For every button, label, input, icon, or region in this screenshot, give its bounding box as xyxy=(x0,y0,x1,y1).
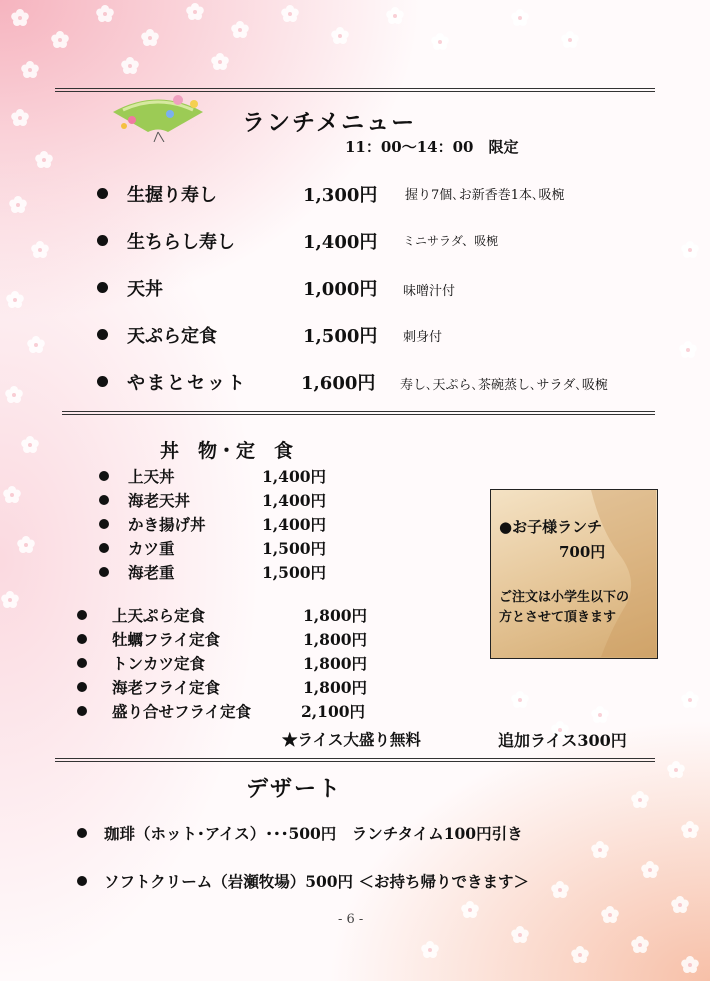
lunch-item-name: やまとセット xyxy=(127,373,247,394)
lunch-item-desc: 握り7個､お新香巻1本､吸椀 xyxy=(405,188,565,203)
teishoku-item-price: 1,800円 xyxy=(303,630,368,649)
lunch-item-desc: 寿し､天ぷら､茶碗蒸し､サラダ､吸椀 xyxy=(400,378,608,393)
kids-title: ●お子様ランチ xyxy=(499,518,603,536)
teishoku-item-price: 1,800円 xyxy=(303,654,368,673)
lunch-item-desc: 味噌汁付 xyxy=(403,284,456,299)
donburi-title: 丼 物・定 食 xyxy=(160,440,294,462)
donburi-item-name: かき揚げ丼 xyxy=(128,515,206,534)
kids-note-line2: 方とさせて頂きます xyxy=(499,610,617,625)
bullet-icon xyxy=(77,634,87,644)
kids-price: 700円 xyxy=(559,543,606,561)
donburi-item-name: 海老重 xyxy=(128,563,175,582)
donburi-item-name: 上天丼 xyxy=(128,467,175,486)
dessert-item: ソフトクリーム（岩瀬牧場）500円 ＜お持ち帰りできます＞ xyxy=(104,872,529,891)
lunch-item-price: 1,500円 xyxy=(303,326,378,347)
bullet-icon xyxy=(77,658,87,668)
lunch-item-name: 天丼 xyxy=(127,279,163,300)
bullet-icon xyxy=(99,471,109,481)
bullet-icon xyxy=(97,376,108,387)
bullet-icon xyxy=(97,329,108,340)
donburi-item-price: 1,400円 xyxy=(262,515,327,534)
rice-extra-note: 追加ライス300円 xyxy=(498,731,627,750)
bullet-icon xyxy=(77,706,87,716)
bullet-icon xyxy=(99,567,109,577)
teishoku-item-price: 2,100円 xyxy=(301,702,366,721)
lunch-item-price: 1,400円 xyxy=(303,232,378,253)
dessert-title: デザート xyxy=(246,776,343,802)
teishoku-item-price: 1,800円 xyxy=(303,678,368,697)
lunch-item-name: 天ぷら定食 xyxy=(127,326,217,347)
donburi-item-name: カツ重 xyxy=(128,539,175,558)
donburi-item-name: 海老天丼 xyxy=(128,491,191,510)
bullet-icon xyxy=(97,188,108,199)
donburi-item-price: 1,400円 xyxy=(262,467,327,486)
bullet-icon xyxy=(99,519,109,529)
section-rule xyxy=(55,758,655,762)
bullet-icon xyxy=(99,543,109,553)
lunch-item-price: 1,300円 xyxy=(303,185,378,206)
lunch-title: ランチメニュー xyxy=(242,109,417,136)
kids-note-line1: ご注文は小学生以下の xyxy=(499,590,630,605)
fan-icon xyxy=(108,92,208,142)
donburi-item-price: 1,500円 xyxy=(262,539,327,558)
lunch-item-name: 生握り寿し xyxy=(127,185,217,206)
page-number: - 6 - xyxy=(338,912,364,927)
bullet-icon xyxy=(77,876,87,886)
bullet-icon xyxy=(77,610,87,620)
lunch-item-price: 1,000円 xyxy=(303,279,378,300)
donburi-item-price: 1,400円 xyxy=(262,491,327,510)
lunch-hours: 11：00〜14：00 限定 xyxy=(345,138,519,156)
rice-free-note: ★ライス大盛り無料 xyxy=(282,730,421,749)
teishoku-item-name: 海老フライ定食 xyxy=(112,678,221,697)
lunch-item-desc: ミニサラダ、吸椀 xyxy=(403,234,499,248)
teishoku-item-name: 盛り合せフライ定食 xyxy=(112,702,252,721)
section-rule xyxy=(62,411,655,415)
bullet-icon xyxy=(77,828,87,838)
lunch-item-name: 生ちらし寿し xyxy=(127,232,235,253)
bullet-icon xyxy=(77,682,87,692)
teishoku-item-name: 牡蠣フライ定食 xyxy=(112,630,221,649)
dessert-item: 珈琲（ホット･アイス）･･･500円 ランチタイム100円引き xyxy=(104,824,523,843)
kids-lunch-box xyxy=(490,489,658,659)
bullet-icon xyxy=(97,235,108,246)
lunch-item-desc: 刺身付 xyxy=(403,330,443,345)
bullet-icon xyxy=(97,282,108,293)
donburi-item-price: 1,500円 xyxy=(262,563,327,582)
teishoku-item-price: 1,800円 xyxy=(303,606,368,625)
lunch-item-price: 1,600円 xyxy=(301,373,376,394)
teishoku-item-name: 上天ぷら定食 xyxy=(112,606,206,625)
teishoku-item-name: トンカツ定食 xyxy=(112,654,206,673)
bullet-icon xyxy=(99,495,109,505)
